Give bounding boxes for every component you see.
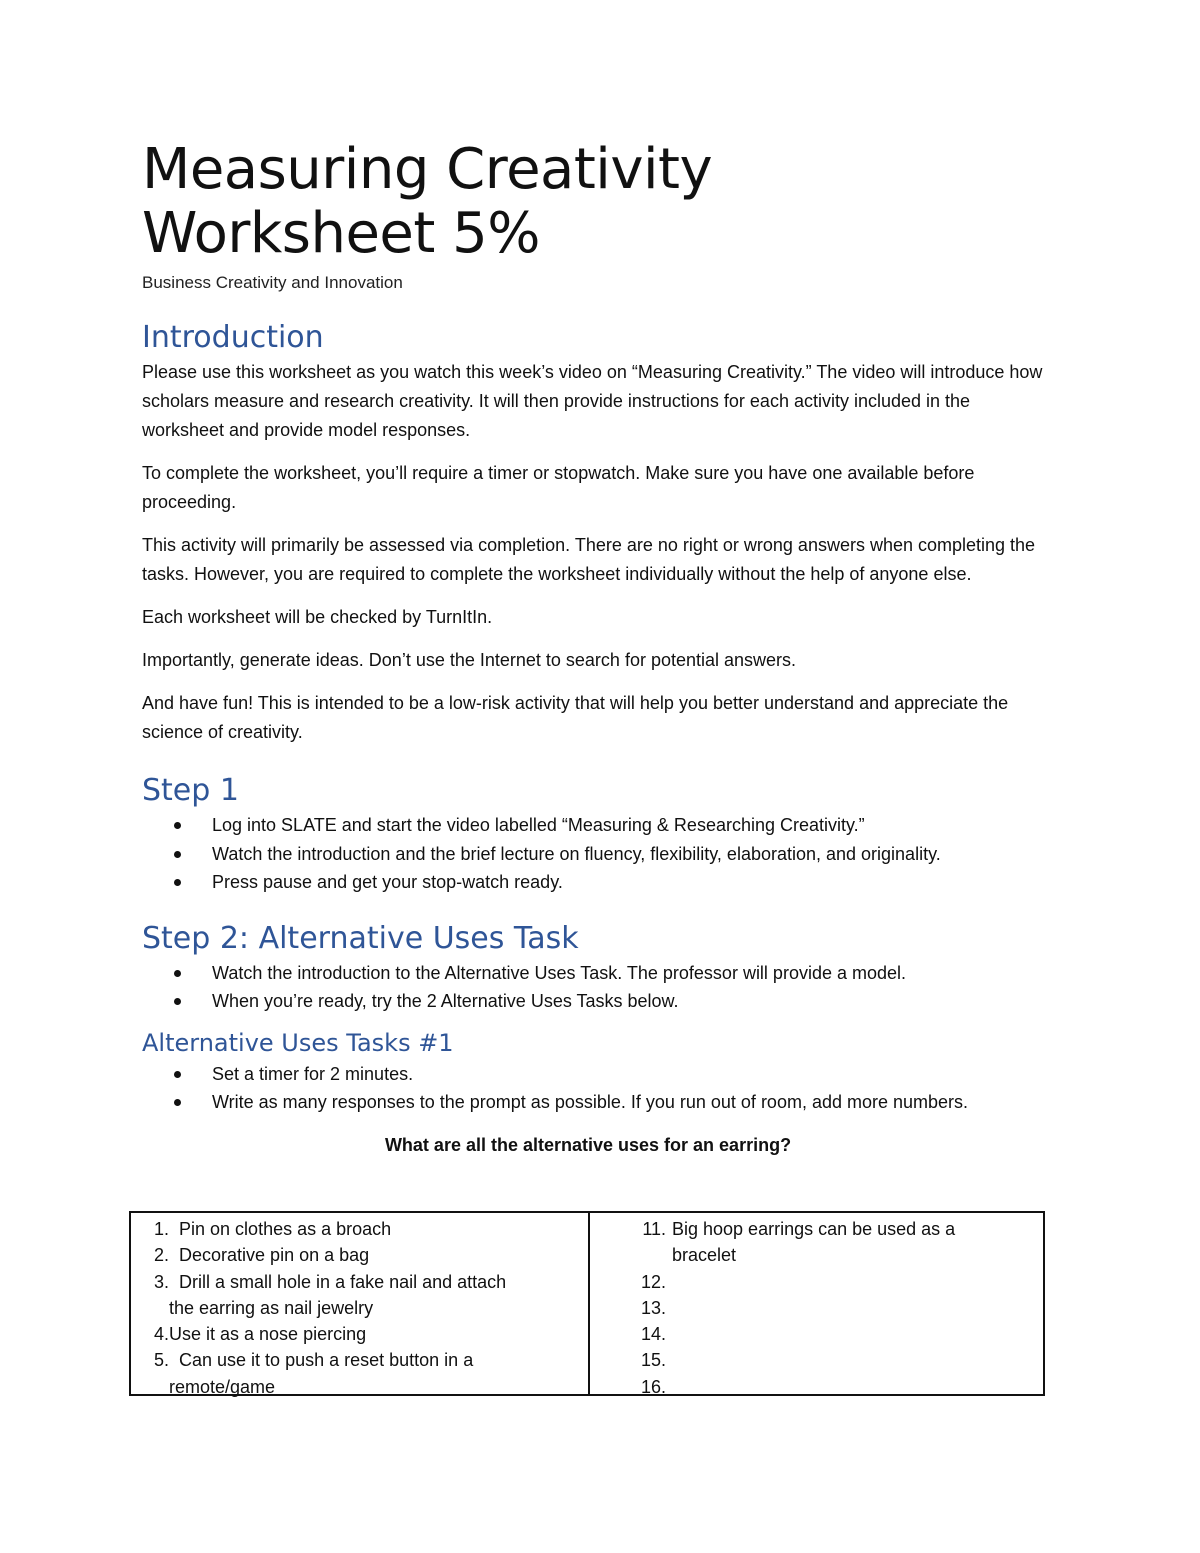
- list-item: Watch the introduction and the brief lecture on fluency, flexibility, elaboration, and originality.: [142, 840, 1062, 869]
- answer-entry[interactable]: [590, 1295, 1043, 1321]
- answer-entry[interactable]: [131, 1269, 588, 1322]
- list-item: Log into SLATE and start the video labelled “Measuring & Researching Creativity.”: [142, 811, 1062, 840]
- answer-text[interactable]: [666, 1347, 1043, 1373]
- answer-number: 11.: [642, 1219, 666, 1239]
- answer-entry[interactable]: [590, 1374, 1043, 1400]
- answer-text[interactable]: Use it as a nose piercing: [169, 1324, 367, 1345]
- answer-number: 4.: [153, 1324, 169, 1345]
- list-item: When you’re ready, try the 2 Alternative Uses Tasks below.: [142, 987, 1062, 1016]
- intro-paragraph: Each worksheet will be checked by TurnItIn.: [142, 607, 493, 627]
- answer-number: 1.: [153, 1219, 169, 1239]
- answer-entry[interactable]: [131, 1216, 588, 1242]
- answer-text[interactable]: [666, 1295, 1043, 1321]
- answer-number: 12.: [640, 1271, 666, 1292]
- answer-column-right: [590, 1213, 1043, 1397]
- intro-paragraph: Importantly, generate ideas. Don’t use the Internet to search for potential answers.: [142, 650, 797, 670]
- answer-text[interactable]: Pin on clothes as a broach: [169, 1219, 392, 1239]
- answer-text[interactable]: Big hoop earrings can be used as a bracelet: [672, 1219, 956, 1266]
- answer-number: 2.: [153, 1245, 169, 1266]
- answer-table: [129, 1211, 1045, 1396]
- introduction-heading: Introduction: [142, 320, 324, 355]
- task1-bullet-list: [142, 1060, 1062, 1117]
- answer-text[interactable]: [666, 1321, 1043, 1347]
- task1-prompt: What are all the alternative uses for an earring?: [384, 1134, 792, 1155]
- answer-text[interactable]: [666, 1269, 1043, 1295]
- answer-number: 16.: [640, 1376, 666, 1397]
- task1-heading: Alternative Uses Tasks #1: [142, 1028, 454, 1057]
- document-title: Measuring Creativity Worksheet 5%: [142, 137, 713, 266]
- step2-heading: Step 2: Alternative Uses Task: [142, 920, 579, 956]
- step1-bullet-list: [142, 811, 1062, 897]
- answer-entry[interactable]: [590, 1321, 1043, 1347]
- list-item: Write as many responses to the prompt as possible. If you run out of room, add more numbers.: [142, 1088, 1062, 1117]
- intro-paragraph: This activity will primarily be assessed via completion. There are no right or wrong answers when completing the tasks. However, you are required to complete the worksheet individually without the help of anyone else.: [142, 535, 1036, 584]
- answer-number: 5.: [153, 1350, 169, 1371]
- document-subtitle: Business Creativity and Innovation: [142, 273, 403, 292]
- answer-text[interactable]: Drill a small hole in a fake nail and attach the earring as nail jewelry: [169, 1271, 507, 1318]
- answer-text[interactable]: Decorative pin on a bag: [169, 1245, 370, 1266]
- answer-number: 15.: [640, 1350, 666, 1371]
- answer-text[interactable]: [666, 1374, 1043, 1400]
- answer-text[interactable]: Can use it to push a reset button in a remote/game: [169, 1350, 474, 1397]
- intro-paragraph: To complete the worksheet, you’ll require a timer or stopwatch. Make sure you have one available before proceeding.: [142, 463, 975, 512]
- answer-column-left: [131, 1213, 590, 1397]
- answer-entry[interactable]: [590, 1347, 1043, 1373]
- list-item: Set a timer for 2 minutes.: [142, 1060, 1062, 1089]
- answer-entry[interactable]: [131, 1347, 588, 1400]
- answer-entry[interactable]: [590, 1269, 1043, 1295]
- list-item: Watch the introduction to the Alternative Uses Task. The professor will provide a model.: [142, 959, 1062, 988]
- answer-number: 14.: [640, 1324, 666, 1345]
- document-page: [142, 138, 1062, 1157]
- answer-number: 13.: [640, 1297, 666, 1318]
- answer-entry[interactable]: [590, 1216, 1043, 1269]
- step1-heading: Step 1: [142, 773, 239, 808]
- answer-entry[interactable]: [131, 1321, 588, 1347]
- step2-bullet-list: [142, 959, 1062, 1016]
- answer-entry[interactable]: [131, 1242, 588, 1268]
- intro-paragraph: Please use this worksheet as you watch this week’s video on “Measuring Creativity.” The video will introduce how scholars measure and research creativity. It will then provide instructions for each activity included in the worksheet and provide model responses.: [142, 362, 1043, 440]
- answer-number: 3.: [153, 1271, 169, 1292]
- intro-paragraph: And have fun! This is intended to be a low-risk activity that will help you better understand and appreciate the science of creativity.: [142, 693, 1009, 742]
- list-item: Press pause and get your stop-watch ready.: [142, 868, 1062, 897]
